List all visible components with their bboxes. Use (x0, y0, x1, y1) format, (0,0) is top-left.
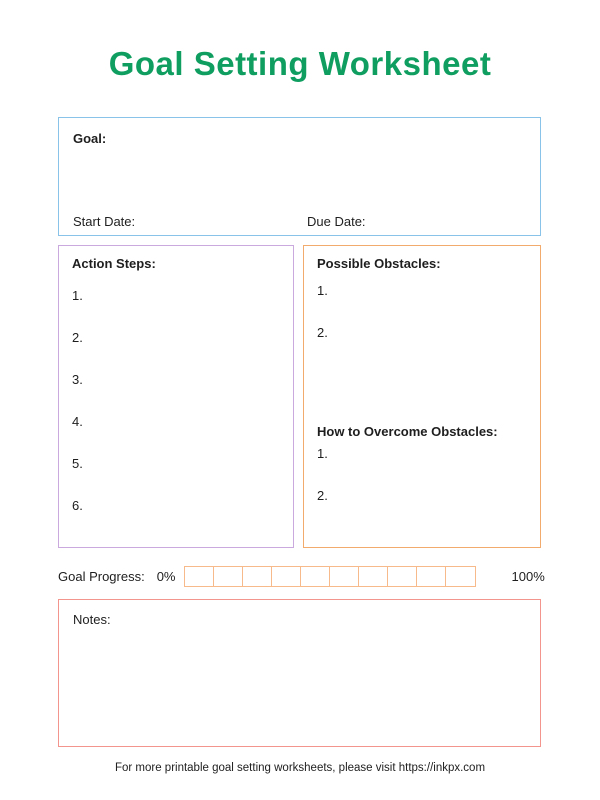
progress-cell[interactable] (446, 567, 475, 586)
numbered-blank-line[interactable]: 2. (317, 325, 328, 340)
goal-progress-row (58, 565, 600, 587)
progress-min-label: 0% (156, 568, 176, 584)
goal-label: Goal: (73, 131, 107, 146)
progress-cell[interactable] (359, 567, 388, 586)
progress-cell[interactable] (214, 567, 243, 586)
goal-section (58, 117, 541, 236)
numbered-blank-line[interactable]: 5. (72, 456, 83, 471)
page-title: Goal Setting Worksheet (108, 45, 492, 82)
overcome-obstacles-list (317, 445, 527, 504)
possible-obstacles-heading: Possible Obstacles: (317, 256, 441, 271)
progress-cell[interactable] (417, 567, 446, 586)
notes-write-area[interactable] (73, 628, 526, 735)
action-steps-heading: Action Steps: (72, 256, 156, 271)
numbered-blank-line[interactable]: 1. (72, 288, 83, 303)
progress-cell[interactable] (243, 567, 272, 586)
progress-track (184, 566, 476, 587)
footer-text: For more printable goal setting worksheets, please visit https://inkpx.com (114, 762, 486, 774)
obstacles-section (303, 245, 541, 548)
action-steps-list (72, 287, 280, 514)
progress-cell[interactable] (301, 567, 330, 586)
progress-cell[interactable] (330, 567, 359, 586)
goal-write-area[interactable] (73, 147, 526, 213)
action-steps-section (58, 245, 294, 548)
numbered-blank-line[interactable]: 1. (317, 446, 328, 461)
notes-section (58, 599, 541, 747)
start-date-label: Start Date: (73, 214, 136, 229)
progress-cell[interactable] (272, 567, 301, 586)
goal-progress-label: Goal Progress: (58, 568, 145, 584)
progress-cell[interactable] (388, 567, 417, 586)
due-date-label: Due Date: (307, 214, 366, 229)
numbered-blank-line[interactable]: 3. (72, 372, 83, 387)
overcome-obstacles-heading: How to Overcome Obstacles: (317, 424, 498, 439)
numbered-blank-line[interactable]: 2. (317, 488, 328, 503)
progress-max-label: 100% (511, 568, 545, 584)
numbered-blank-line[interactable]: 6. (72, 498, 83, 513)
numbered-blank-line[interactable]: 1. (317, 283, 328, 298)
dates-row (73, 213, 526, 230)
possible-obstacles-list (317, 282, 527, 341)
numbered-blank-line[interactable]: 2. (72, 330, 83, 345)
middle-columns (58, 245, 541, 548)
numbered-blank-line[interactable]: 4. (72, 414, 83, 429)
notes-label: Notes: (73, 612, 111, 627)
progress-cell[interactable] (185, 567, 214, 586)
